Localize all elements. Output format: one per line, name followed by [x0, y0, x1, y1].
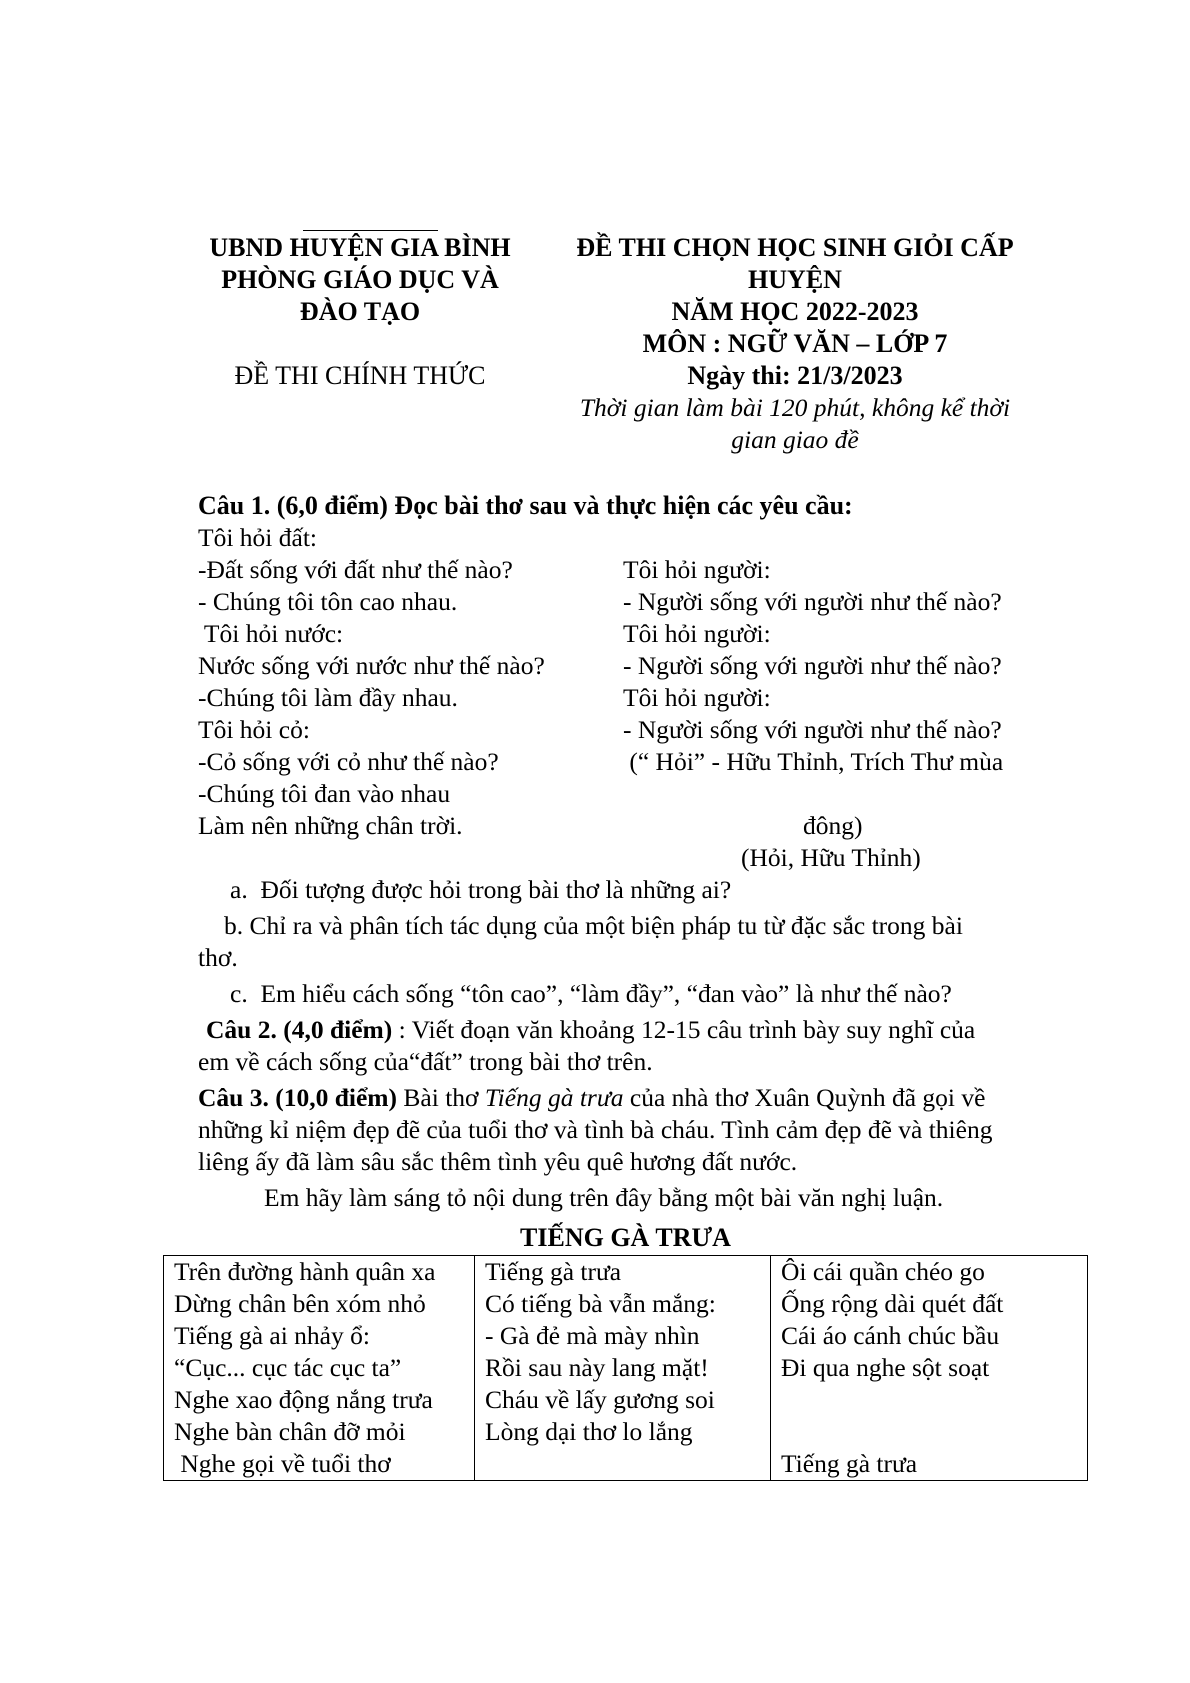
poem-line: - Người sống với người như thế nào? — [623, 651, 1002, 680]
org-name-line3: ĐÀO TẠO — [299, 297, 421, 326]
question-3-line1 — [198, 1082, 985, 1114]
org-name-line1: UBND HUYỆN GIA BÌNH — [209, 233, 511, 262]
poem-line: Tiếng gà trưa — [485, 1257, 622, 1286]
poem-line: Nghe gọi về tuổi thơ — [174, 1449, 391, 1478]
poem-line: Tiếng gà trưa — [781, 1449, 918, 1478]
header-left-rule — [303, 230, 438, 231]
question-3-line4: Em hãy làm sáng tỏ nội dung trên đây bằng một bài văn nghị luận. — [264, 1183, 944, 1212]
poem-line: - Gà đẻ mà mày nhìn — [485, 1321, 700, 1350]
question-1b-line2: thơ. — [198, 943, 238, 972]
poem-line: -Cỏ sống với cỏ như thế nào? — [198, 747, 499, 776]
official-exam-label: ĐỀ THI CHÍNH THỨC — [234, 361, 486, 390]
poem-line: Tôi hỏi người: — [623, 555, 771, 584]
question-1c: c. Em hiểu cách sống “tôn cao”, “làm đầy”, “đan vào” là như thế nào? — [230, 979, 952, 1008]
question-3-text-a: Bài thơ — [397, 1083, 485, 1112]
question-3-label: Câu 3. (10,0 điểm) — [198, 1083, 398, 1112]
poem-line: -Đất sống với đất như thế nào? — [198, 555, 513, 584]
poem-line: Tôi hỏi cỏ: — [198, 715, 310, 744]
poem-line: Làm nên những chân trời. — [198, 811, 463, 840]
question-2-line1 — [206, 1014, 975, 1046]
poem-line: “Cục... cục tác cục ta” — [174, 1353, 402, 1382]
poem-line — [485, 1448, 760, 1480]
question-2-label: Câu 2. (4,0 điểm) — [206, 1015, 393, 1044]
exam-date: Ngày thi: 21/3/2023 — [687, 361, 903, 390]
poem-source-continuation: đông) — [803, 811, 863, 840]
poem-table-title: TIẾNG GÀ TRƯA — [520, 1223, 731, 1252]
question-3-line2: những kỉ niệm đẹp đẽ của tuổi thơ và tình bà cháu. Tình cảm đẹp đẽ và thiêng — [198, 1115, 993, 1144]
exam-title-line1: ĐỀ THI CHỌN HỌC SINH GIỎI CẤP — [576, 233, 1014, 262]
poem-line: Nghe bàn chân đỡ mỏi — [174, 1417, 406, 1446]
question-1a: a. Đối tượng được hỏi trong bài thơ là những ai? — [230, 875, 732, 904]
poem-line: Dừng chân bên xóm nhỏ — [174, 1289, 426, 1318]
poem-line: -Chúng tôi làm đầy nhau. — [198, 683, 458, 712]
poem-line — [781, 1416, 1077, 1448]
poem-line: - Chúng tôi tôn cao nhau. — [198, 587, 458, 616]
question-1b-line1: b. Chỉ ra và phân tích tác dụng của một biện pháp tu từ đặc sắc trong bài — [224, 911, 963, 940]
question-3-line3: liêng ấy đã làm sâu sắc thêm tình yêu quê hương đất nước. — [198, 1147, 798, 1176]
poem-right-column — [623, 554, 1003, 778]
poem-line: Rồi sau này lang mặt! — [485, 1353, 709, 1382]
school-year: NĂM HỌC 2022-2023 — [671, 297, 919, 326]
poem-line: Tôi hỏi người: — [623, 683, 771, 712]
poem-line: Ôi cái quần chéo go — [781, 1257, 985, 1286]
poem-line: Cái áo cánh chúc bầu — [781, 1321, 1000, 1350]
question-2-line2: em về cách sống của“đất” trong bài thơ trên. — [198, 1047, 653, 1076]
poem-title-italic: Tiếng gà trưa — [484, 1083, 624, 1112]
question-2-text: : Viết đoạn văn khoảng 12-15 câu trình bày suy nghĩ của — [392, 1015, 976, 1044]
poem-left-column — [198, 522, 545, 842]
exam-title-line2: HUYỆN — [748, 265, 842, 294]
poem-line: Ống rộng dài quét đất — [781, 1289, 1004, 1318]
poem-line: Có tiếng bà vẫn mắng: — [485, 1289, 716, 1318]
org-name-line2: PHÒNG GIÁO DỤC VÀ — [221, 265, 499, 294]
poem-col-2 — [475, 1256, 771, 1481]
subject-line: MÔN : NGỮ VĂN – LỚP 7 — [642, 329, 948, 358]
poem-col-1 — [164, 1256, 475, 1481]
poem-line: (“ Hỏi” - Hữu Thỉnh, Trích Thư mùa — [623, 747, 1004, 776]
poem-line: Tôi hỏi người: — [623, 619, 771, 648]
question-3-text-b: của nhà thơ Xuân Quỳnh đã gọi về — [623, 1083, 986, 1112]
poem-line: Lòng dại thơ lo lắng — [485, 1417, 693, 1446]
exam-time-line1: Thời gian làm bài 120 phút, không kể thời — [579, 393, 1011, 422]
poem-line: Nước sống với nước như thế nào? — [198, 651, 545, 680]
poem-col-3 — [771, 1256, 1088, 1481]
poem-line: Tôi hỏi nước: — [198, 619, 344, 648]
poem-line: Nghe xao động nắng trưa — [174, 1385, 433, 1414]
poem-line: - Người sống với người như thế nào? — [623, 715, 1002, 744]
exam-time-line2: gian giao đề — [731, 425, 859, 454]
poem-line: Tiếng gà ai nhảy ổ: — [174, 1321, 370, 1350]
poem-source-2: (Hỏi, Hữu Thỉnh) — [741, 843, 921, 872]
poem-line: Cháu về lấy gương soi — [485, 1385, 715, 1414]
poem-line: -Chúng tôi đan vào nhau — [198, 779, 451, 808]
poem-line — [781, 1384, 1077, 1416]
poem-table — [163, 1255, 1088, 1481]
poem-line: Đi qua nghe sột soạt — [781, 1353, 990, 1382]
poem-line: Trên đường hành quân xa — [174, 1257, 436, 1286]
poem-line: - Người sống với người như thế nào? — [623, 587, 1002, 616]
table-row — [164, 1256, 1088, 1481]
question-1-heading: Câu 1. (6,0 điểm) Đọc bài thơ sau và thực hiện các yêu cầu: — [198, 491, 853, 520]
poem-line: Tôi hỏi đất: — [198, 523, 317, 552]
